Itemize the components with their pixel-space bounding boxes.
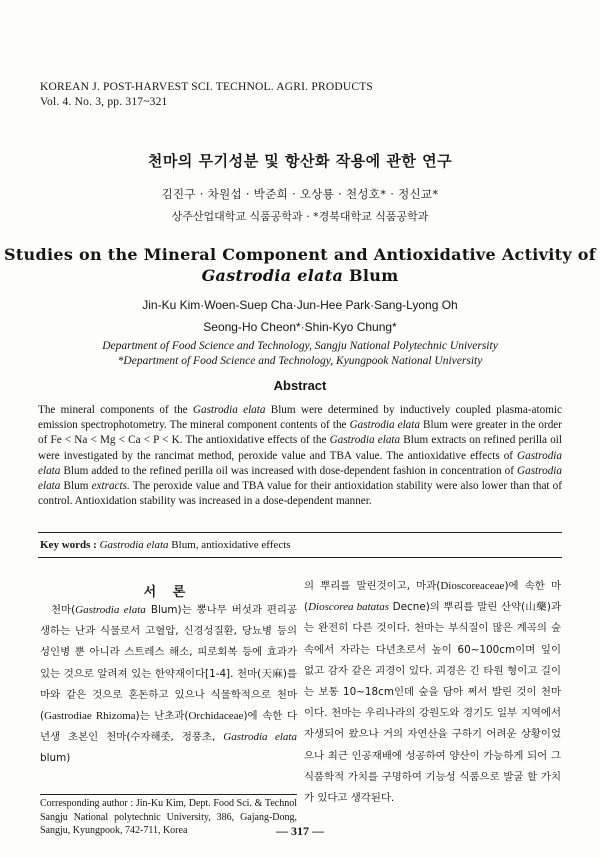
english-title-line2 [0, 265, 600, 286]
abstract-text: The mineral components of the [38, 404, 193, 416]
species-authority: Blum [343, 266, 399, 285]
species-name: Gastrodia elata [201, 266, 344, 285]
body-text: )에 속한 다년생 초본인 천마(수자해좃, 정풍초, [40, 710, 297, 744]
corresponding-author-footnote: Corresponding author : Jin-Ku Kim, Dept. Food Sci. & Technol Sangju National polytechnic University, 386, Gajang-Dong, Sangju, Kyungpook, 742-711, Korea [40, 798, 297, 837]
korean-title: 천마의 무기성분 및 항산화 작용에 관한 연구 [147, 152, 453, 170]
body-text: )는 난초과( [135, 710, 189, 723]
journal-header [40, 80, 373, 110]
keywords-label: Key words : [40, 539, 97, 551]
english-affiliation-line2: *Department of Food Science and Technology, Kyungpook National University [117, 355, 483, 367]
section-heading-introduction: 서 론 [143, 585, 192, 600]
keywords-species: Gastrodia elata [99, 539, 169, 551]
body-italic: Gastrodia elata [75, 604, 146, 616]
english-affiliation [0, 339, 600, 369]
abstract-text: Blum were greater in the order of Fe < Na < Mg < Ca < P < K. The antioxidative effects of the [38, 419, 562, 447]
abstract-text: The peroxide value and TBA value for their antioxidation stability were also lower than that of control. Antioxidation stability was increased in a dose-dependent manner. [38, 480, 562, 508]
abstract-heading: Abstract [273, 378, 327, 393]
english-authors-line1: Jin-Ku Kim·Woen-Suep Cha·Jun-Hee Park·Sang-Lyong Oh [142, 298, 458, 312]
korean-authors: 김진구 · 차원섭 · 박준희 · 오상룡 · 천성호* · 정신교* [161, 187, 439, 201]
body-text: blum) [40, 752, 71, 765]
keywords [40, 539, 291, 551]
keywords-rest: Blum, antioxidative effects [168, 539, 291, 551]
abstract-text: Blum added to the refined perilla oil was increased with dose-dependent fashion in concentration of [60, 464, 518, 477]
abstract-body [38, 403, 562, 509]
abstract-italic: Gastrodia elata [329, 434, 401, 447]
page-number: — 317 — [276, 824, 324, 838]
abstract-italic: Gastrodia elata [38, 464, 562, 493]
body-latin: Gastrodiae Rhizoma [44, 710, 136, 723]
body-latin: Dioscoreaceae [440, 580, 505, 592]
abstract-text: Blum extracts on refined perilla oil were investigated by the rancimat method, peroxide value and TBA value. The antioxidative effects of [38, 434, 562, 462]
journal-volume: Vol. 4. No. 3, pp. 317~321 [40, 96, 168, 108]
body-text: 의 뿌리를 말린것이고, 마과( [304, 580, 441, 592]
abstract-italic: Gastrodia elata [38, 449, 562, 477]
abstract-italic: Gastrodia elata [192, 404, 266, 416]
body-italic: Dioscorea batatas [308, 601, 389, 614]
body-italic: Gastrodia elata [223, 731, 297, 744]
abstract-italic: Gastrodia elata [349, 419, 420, 432]
journal-name: KOREAN J. POST-HARVEST SCI. TECHNOL. AGRI. PRODUCTS [40, 81, 374, 93]
english-authors-line2: Seong-Ho Cheon*·Shin-Kyo Chung* [203, 320, 397, 334]
abstract-italic: extracts. [91, 480, 130, 493]
keywords-top-rule [38, 532, 562, 533]
body-text: Decne)의 뿌리를 말린 산약(山藥)과는 완전히 다른 것이다. 천마는 부식질이 많은 계곡의 숲속에서 자라는 다년초로서 높이 60~100cm이며 잎이 없고 감자 같은 괴경이 있다. 괴경은 긴 타원 형이고 길이는 보통 10~18cm인데 숲을 담아 쩌서 발린 것이 천마이다. 천마는 우리나라의 강원도와 경기도 일부 지역에서 자생되어 왔으나 거의 자연산을 구하기 어려운 상황이었으나 최근 인공재배에 성공하여 양산이 가능하게 되어 그 식품학적 가치를 구명하여 기능성 식품으로 발굴 할 가치가 있다고 생각된다. [304, 601, 562, 805]
body-text: )에 속한 마( [304, 580, 561, 614]
keywords-bottom-rule [38, 557, 562, 558]
body-latin: Orchidaceae [188, 710, 244, 723]
footnote-rule [40, 794, 297, 795]
abstract-text: Blum were determined by inductively coupled plasma-atomic emission spectrophotometry. The mineral component contents of the [38, 404, 562, 432]
english-affiliation-line1: Department of Food Science and Technology, Sangju National Polytechnic University [102, 340, 498, 352]
english-title-line1: Studies on the Mineral Component and Antioxidative Activity of [4, 245, 596, 264]
body-text: 천마( [51, 604, 76, 616]
intro-left-column [40, 600, 297, 770]
body-text: Blum)는 뽕나무 버섯과 편리공생하는 난과 식물로서 고혈압, 신경성질환, 당뇨병 등의 성인병 뿐 아니라 스트레스 해소, 피로회복 등에 효과가 있는 것으로 알려져 있는 한약재이다[1-4]. 천마(天麻)를 마와 같은 것으로 혼돈하고 있으나 식물학적으로 천마( [40, 604, 297, 723]
korean-affiliation: 상주산업대학교 식품공학과 · *경북대학교 식품공학과 [171, 210, 429, 223]
abstract-text: Blum [60, 480, 92, 493]
english-authors [0, 294, 600, 338]
intro-right-column [304, 576, 561, 809]
english-title [0, 244, 600, 286]
